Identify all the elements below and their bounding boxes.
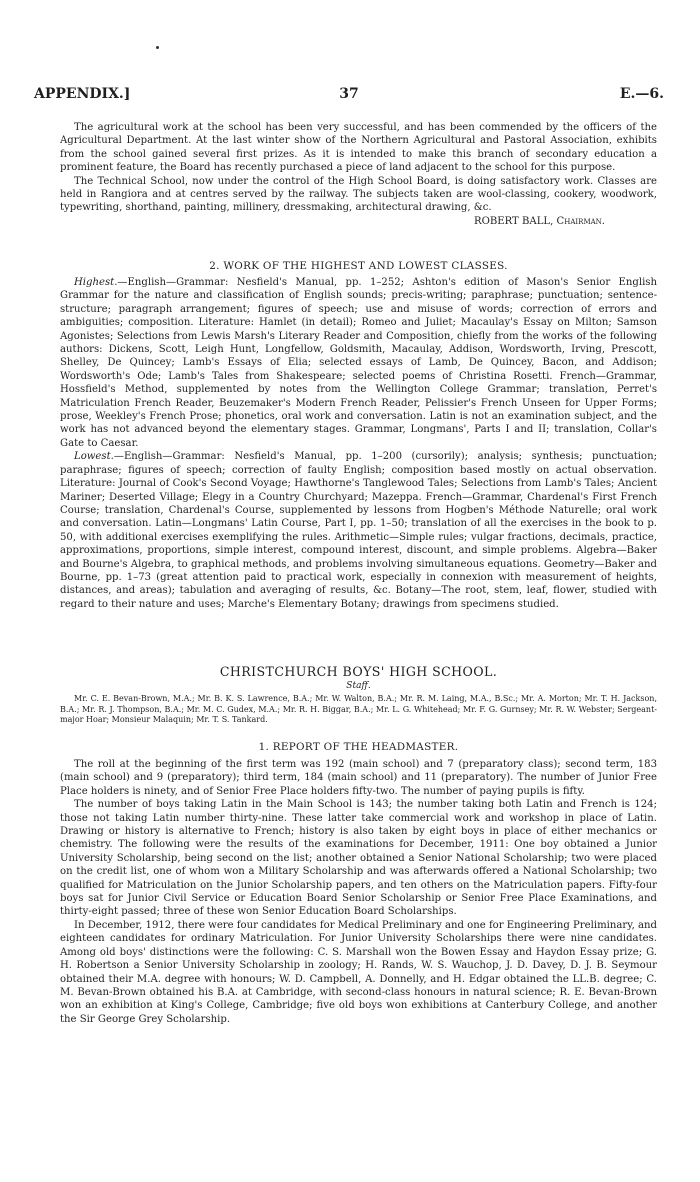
signature-line [60, 215, 657, 228]
page-number: 37 [339, 86, 359, 102]
staff-title: Staff. [346, 681, 371, 691]
section-2-body [60, 276, 657, 611]
report-paragraph-1: The roll at the beginning of the first term was 192 (main school) and 7 (preparatory class); second term, 183 (main school) and 9 (preparatory); third term, 184 (main school) and 11 (preparatory). The number of Junior Free Place holders is ninety, and of Senior Free Place holders fifty-two. The number of paying pupils is fifty. [60, 759, 657, 797]
chairman-signature: ROBERT BALL, Chairman. [473, 215, 605, 227]
page-header [34, 86, 664, 102]
lowest-text: —English—Grammar: Nesfield's Manual, pp. 1–200 (cursorily); analysis; synthesis; punctuation; paraphrase; figures of speech; correction of faulty English; composition based mostly on actual observation. Literature: Journal of Cook's Second Voyage; Hawthorne's Tanglewood Tales; Selections from Lamb's Tales; Ancient Mariner; Deserted Village; Elegy in a Country Churchyard; Mazeppa. French—Grammar, Chardenal's First French Course; translation, Chardenal's Course, supplemented by lessons from Hogben's Méthode Naturelle; oral work and conversation. Latin—Longmans' Latin Course, Part I, pp. 1–50; translation of all the exercises in the book to p. 50, with additional exercises exemplifying the rules. Arithmetic—Simple rules; vulgar fractions, decimals, practice, approximations, proportions, simple interest, compound interest, discount, and simple problems. Algebra—Baker and Bourne's Algebra, to graphical methods, and problems involving simultaneous equations. Geometry—Baker and Bourne, pp. 1–73 (great attention paid to practical work, especially in connexion with measurement of heights, distances, and areas); tabulation and averaging of results, &c. Botany—The root, stem, leaf, flower, studied with regard to their nature and uses; Marche's Elementary Botany; drawings from specimens studied. [60, 451, 657, 610]
header-appendix: APPENDIX.] [34, 86, 131, 102]
intro-section [60, 121, 657, 228]
highest-label: Highest. [74, 277, 118, 288]
lowest-label: Lowest. [74, 451, 114, 463]
intro-paragraph-1: The agricultural work at the school has been very successful, and has been commended by the officers of the Agricultural Department. At the last winter show of the Northern Agricultural and Pastoral Association, exhibits from the school gained several first prizes. As it is intended to make this branch of secondary education a prominent feature, the Board has recently purchased a piece of land adjacent to the school for this purpose. [60, 122, 657, 174]
highest-class-paragraph [60, 276, 657, 450]
highest-text: —English—Grammar: Nesfield's Manual, pp. 1–252; Ashton's edition of Mason's Senior English Grammar for the nature and classification of English sounds; precis-writing; paraphrase; punctuation; sentence-structure; paragraph arrangement; figures of speech; use and misuse of words; correction of errors and ambiguities; composition. Literature: Hamlet (in detail); Romeo and Juliet; Macaulay's Essay on Milton; Samson Agonistes; Selections from Lewis Marsh's Literary Reader and Composition, chiefly from the works of the following authors: Dickens, Scott, Leigh Hunt, Longfellow, Goldsmith, Macaulay, Addison, Wordsworth, Irving, Prescott, Shelley, De Quincey; Lamb's Essays of Elia; selected essays of Lamb, De Quincey, Bacon, and Addison; Wordsworth's Ode; Lamb's Tales from Shakespeare; selected poems of Christina Rosetti. French—Grammar, Hossfield's Method, supplemented by notes from the Wellington College Grammar; translation, Perret's Matriculation French Reader, Beuzemaker's Modern French Reader, Pelissier's French Unseen for Upper Forms; prose, Weekley's French Prose; phonetics, oral work and conversation. Latin is not an examination subject, and the work has not advanced beyond the elementary stages. Grammar, Longmans', Parts I and II; translation, Collar's Gate to Caesar. [60, 277, 657, 449]
lowest-class-paragraph [60, 450, 657, 611]
header-reference: E.—6. [619, 86, 664, 102]
staff-list [60, 694, 657, 726]
school-title: CHRISTCHURCH BOYS' HIGH SCHOOL. [219, 664, 498, 679]
speck-mark [156, 46, 159, 49]
section-2-title: 2. WORK OF THE HIGHEST AND LOWEST CLASSES. [209, 260, 508, 272]
report-paragraph-3: In December, 1912, there were four candidates for Medical Preliminary and one for Engineering Preliminary, and eighteen candidates for ordinary Matriculation. For Junior University Scholarships there were nine candidates. Among old boys' distinctions were the following: C. S. Marshall won the Bowen Essay and Haydon Essay prize; G. H. Robertson a Senior University Scholarship in zoology; H. Rands, W. S. Wauchop, J. D. Davey, D. J. B. Seymour obtained their M.A. degree with honours; W. D. Campbell, A. Donnelly, and H. Edgar obtained the LL.B. degree; C. M. Bevan-Brown obtained his B.A. at Cambridge, with second-class honours in natural science; R. E. Bevan-Brown won an exhibition at King's College, Cambridge; five old boys won exhibitions at Canterbury College, and another the Sir George Grey Scholarship. [60, 919, 657, 1025]
report-title: 1. REPORT OF THE HEADMASTER. [258, 741, 459, 753]
report-body [60, 758, 657, 1026]
staff-names: Mr. C. E. Bevan-Brown, M.A.; Mr. B. K. S. Lawrence, B.A.; Mr. W. Walton, B.A.; Mr. R. M. Laing, M.A., B.Sc.; Mr. A. Morton; Mr. T. H. Jackson, B.A.; Mr. R. J. Thompson, B.A.; Mr. M. C. Gudex, M.A.; Mr. R. H. Biggar, B.A.; Mr. L. G. Whitehead; Mr. F. G. Gurnsey; Mr. R. W. Webster; Sergeant-major Hoar; Monsieur Malaquin; Mr. T. S. Tankard. [60, 694, 657, 725]
report-paragraph-2: The number of boys taking Latin in the Main School is 143; the number taking both Latin and French is 124; those not taking Latin number thirty-nine. These latter take commercial work and workshop in place of Latin. Drawing or history is alternative to French; history is also taken by eight boys in place of either mechanics or chemistry. The following were the results of the examinations for December, 1911: One boy obtained a Junior University Scholarship, being second on the list; another obtained a Senior National Scholarship; two were placed on the credit list, one of whom won a Military Scholarship and was afterwards offered a National Scholarship; two qualified for Matriculation on the Junior Scholarship papers, and ten others on the Matriculation papers. Fifty-four boys sat for Junior Civil Service or Education Board Senior Scholarship or Senior Free Place Examinations, and thirty-eight passed; three of these won Senior Education Board Scholarships. [60, 799, 657, 918]
intro-paragraph-2: The Technical School, now under the control of the High School Board, is doing satisfactory work. Classes are held in Rangiora and at centres served by the railway. The subjects taken are wool-classing, cookery, woodwork, typewriting, shorthand, painting, millinery, dressmaking, architectural drawing, &c. [60, 175, 657, 214]
